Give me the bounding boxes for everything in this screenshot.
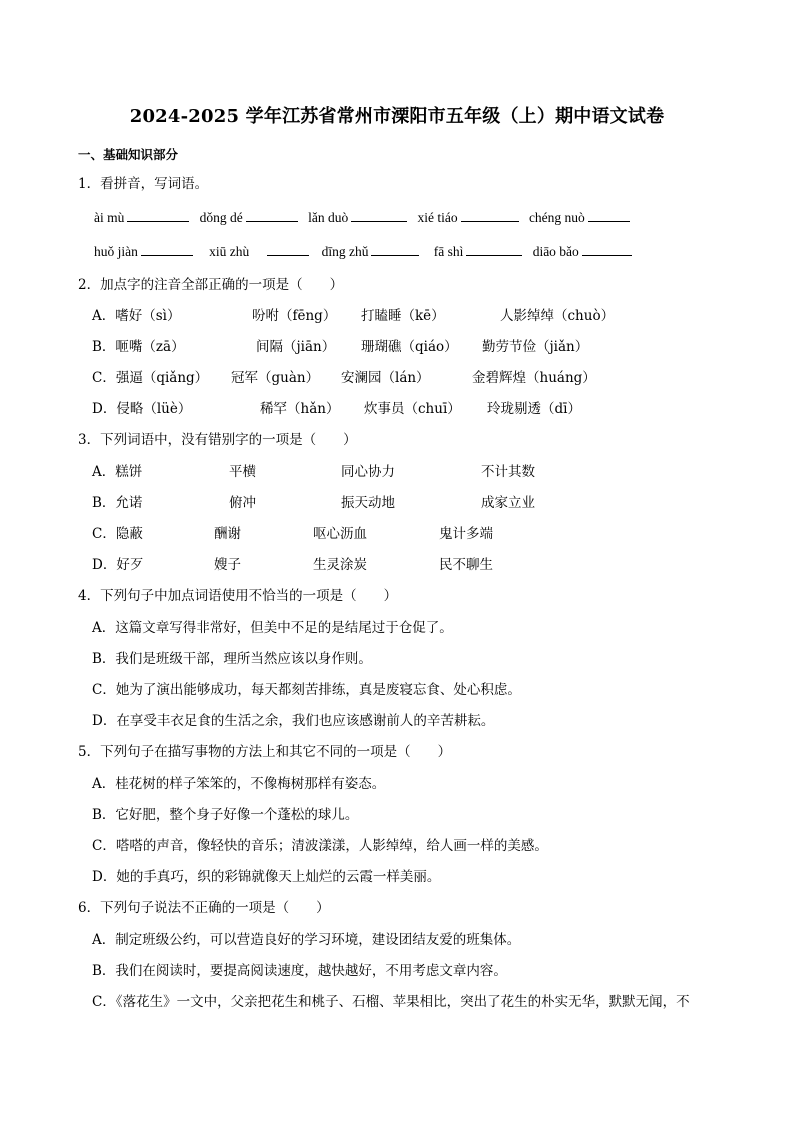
- option-d-item: 稀罕（hǎn）: [260, 401, 340, 417]
- section-heading: 一、基础知识部分: [78, 147, 179, 162]
- question-6-stem: 6．下列句子说法不正确的一项是（ ）: [78, 900, 330, 916]
- option-a-item: 吩咐（fēng）: [252, 308, 337, 324]
- question-1-stem: 1．看拼音，写词语。: [78, 176, 209, 192]
- pinyin-item: fā shì: [433, 244, 464, 259]
- option-d[interactable]: D．侵略（lüè）: [92, 401, 192, 417]
- pinyin-item: xié tiáo: [417, 210, 458, 225]
- option-b[interactable]: B．我们在阅读时，要提高阅读速度，越快越好，不用考虑文章内容。: [92, 963, 507, 979]
- option-b[interactable]: B．它好肥，整个身子好像一个蓬松的球儿。: [92, 807, 359, 823]
- pinyin-item: ài mù: [94, 210, 125, 225]
- option-a-item: 平横: [229, 464, 256, 480]
- option-d[interactable]: D．在享受丰衣足食的生活之余，我们也应该感谢前人的辛苦耕耘。: [92, 713, 495, 729]
- option-c-item: 金碧辉煌（huáng）: [472, 370, 596, 386]
- option-b[interactable]: B．允诺: [92, 495, 143, 511]
- pinyin-item: xiū zhù: [209, 244, 250, 259]
- answer-blank[interactable]: [267, 241, 309, 256]
- pinyin-item: diāo bǎo: [532, 244, 579, 259]
- pinyin-item: chéng nuò: [528, 210, 585, 225]
- option-d-item: 嫂子: [214, 557, 241, 573]
- option-d-item: 生灵涂炭: [313, 557, 367, 573]
- option-c-item: 冠军（guàn）: [231, 370, 320, 386]
- answer-blank[interactable]: [127, 207, 189, 222]
- option-d[interactable]: D．她的手真巧，织的彩锦就像天上灿烂的云霞一样美丽。: [92, 869, 441, 885]
- answer-blank[interactable]: [582, 241, 632, 256]
- pinyin-item: dǒng dé: [199, 210, 243, 225]
- option-a-item: 同心协力: [341, 464, 395, 480]
- option-d-item: 民不聊生: [439, 557, 493, 573]
- answer-blank[interactable]: [141, 241, 193, 256]
- option-a-item: 不计其数: [481, 464, 535, 480]
- option-d-item: 玲珑剔透（dī）: [487, 401, 581, 417]
- option-c[interactable]: C．隐蔽: [92, 526, 143, 542]
- option-c-item: 呕心沥血: [313, 526, 367, 542]
- question-3-stem: 3．下列词语中，没有错别字的一项是（ ）: [78, 432, 357, 448]
- option-b[interactable]: B．咂嘴（zā）: [92, 339, 185, 355]
- option-a[interactable]: A．桂花树的样子笨笨的，不像梅树那样有姿态。: [92, 776, 386, 792]
- answer-blank[interactable]: [351, 207, 407, 222]
- option-a-item: 人影绰绰（chuò）: [500, 308, 615, 324]
- option-b-item: 间隔（jiān）: [256, 339, 336, 355]
- option-a[interactable]: A．嗜好（sì）: [92, 308, 181, 324]
- option-c[interactable]: C．她为了演出能够成功，每天都刻苦排练，真是废寝忘食、处心积虑。: [92, 682, 521, 698]
- answer-blank[interactable]: [246, 207, 298, 222]
- pinyin-row-2: [94, 241, 632, 262]
- option-b-item: 珊瑚礁（qiáo）: [361, 339, 458, 355]
- option-c-item: 鬼计多端: [439, 526, 493, 542]
- option-a[interactable]: A．糕饼: [92, 464, 143, 480]
- option-b-item: 勤劳节俭（jiǎn）: [482, 339, 589, 355]
- option-c[interactable]: C．强逼（qiǎng）: [92, 370, 209, 386]
- option-b-item: 成家立业: [481, 495, 535, 511]
- option-c[interactable]: C．嗒嗒的声音，像轻快的音乐；清波漾漾，人影绰绰，给人画一样的美感。: [92, 838, 548, 854]
- pinyin-row-1: [94, 207, 630, 228]
- option-c[interactable]: C．《落花生》一文中，父亲把花生和桃子、石榴、苹果相比，突出了花生的朴实无华，默默无闻，不: [92, 994, 690, 1010]
- pinyin-item: huǒ jiàn: [94, 244, 138, 259]
- option-b[interactable]: B．我们是班级干部，理所当然应该以身作则。: [92, 651, 372, 667]
- answer-blank[interactable]: [588, 207, 630, 222]
- option-b-item: 俯冲: [229, 495, 256, 511]
- answer-blank[interactable]: [461, 207, 519, 222]
- question-4-stem: 4．下列句子中加点词语使用不恰当的一项是（ ）: [78, 588, 398, 604]
- option-a[interactable]: A．这篇文章写得非常好，但美中不足的是结尾过于仓促了。: [92, 620, 453, 636]
- option-d-item: 炊事员（chuī）: [364, 401, 461, 417]
- option-c-item: 酬谢: [214, 526, 241, 542]
- option-a-item: 打瞌睡（kē）: [361, 308, 445, 324]
- option-b-item: 振天动地: [341, 495, 395, 511]
- pinyin-item: dīng zhǔ: [321, 244, 369, 259]
- option-a[interactable]: A．制定班级公约，可以营造良好的学习环境，建设团结友爱的班集体。: [92, 932, 521, 948]
- option-d[interactable]: D．好歹: [92, 557, 144, 573]
- question-5-stem: 5．下列句子在描写事物的方法上和其它不同的一项是（ ）: [78, 744, 452, 760]
- option-c-item: 安澜园（lán）: [341, 370, 430, 386]
- question-2-stem: 2．加点字的注音全部正确的一项是（ ）: [78, 277, 344, 293]
- pinyin-item: lǎn duò: [308, 210, 349, 225]
- answer-blank[interactable]: [466, 241, 522, 256]
- answer-blank[interactable]: [371, 241, 419, 256]
- exam-title: 2024-2025 学年江苏省常州市溧阳市五年级（上）期中语文试卷: [129, 106, 665, 127]
